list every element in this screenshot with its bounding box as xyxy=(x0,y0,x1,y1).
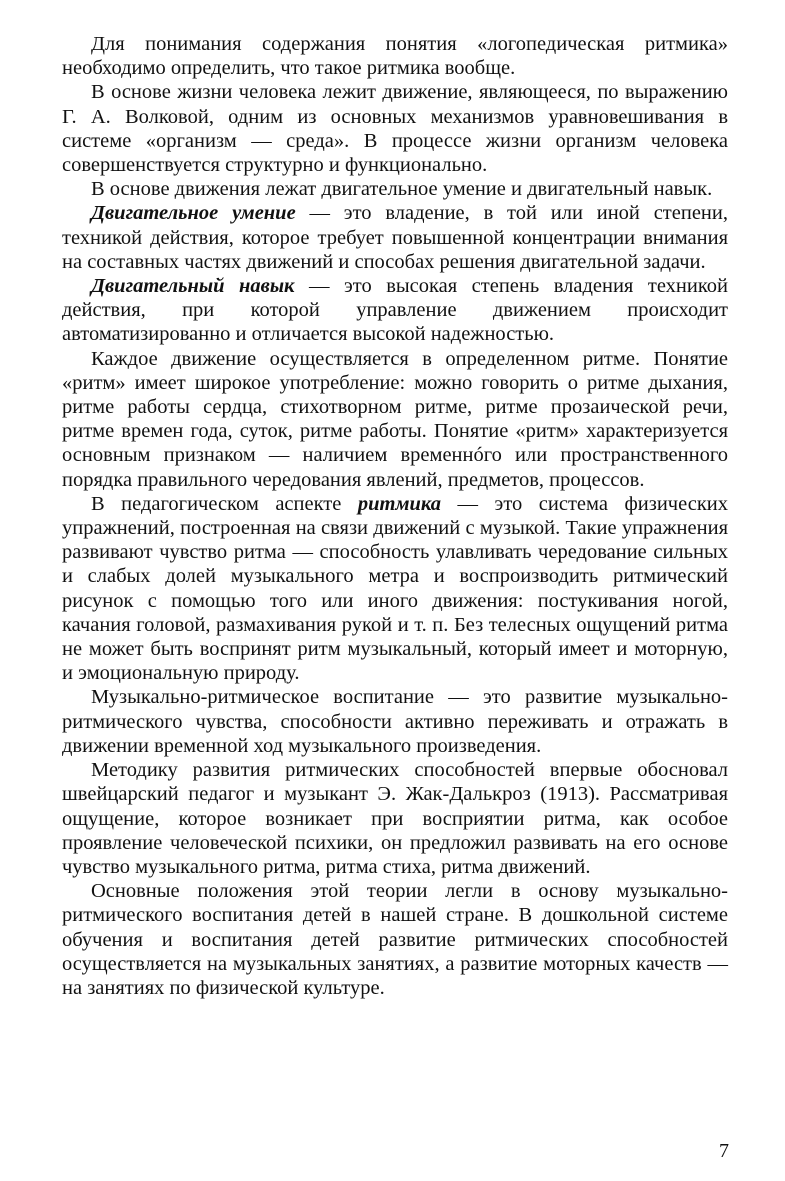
paragraph-music-rhythmic-education xyxy=(62,685,728,758)
paragraph-movement-basis xyxy=(62,80,728,177)
term-motor-ability: Двигательное умение xyxy=(91,202,296,225)
paragraph-text: Музыкально-ритмическое воспитание — это развитие музыкально-ритмического чувства, способности активно переживать и отражать в движении временной ход музыкального произведения. xyxy=(62,686,728,757)
paragraph-text-after: — это владение, в той или иной степени, техникой действия, которое требует повышенной концентрации внимания на составных частях движений и способах решения двигательной задачи. xyxy=(62,202,728,273)
page-number: 7 xyxy=(719,1140,729,1162)
paragraph-jaques-dalcroze xyxy=(62,758,728,879)
term-rhythmics: ритмика xyxy=(357,492,442,515)
paragraph-text: Методику развития ритмических способностей впервые обосновал швейцарский педагог и музыкант Э. Жак-Далькроз (1913). Рассматривая ощущение, которое возникает при восприятии ритма, как особое проявление человеческой психики, он предложил развивать на его основе чувство музыкального ритма, ритма стиха, ритма движений. xyxy=(62,759,728,878)
paragraph-theory-basis xyxy=(62,879,728,1000)
paragraph-motor-skill-definition xyxy=(62,274,728,347)
paragraph-pedagogical-rhythmics xyxy=(62,492,728,686)
paragraph-text: В основе движения лежат двигательное умение и двигательный навык. xyxy=(91,178,713,201)
paragraph-text: Для понимания содержания понятия «логопедическая ритмика» необходимо определить, что такое ритмика вообще. xyxy=(62,33,728,80)
paragraph-motor-ability-definition xyxy=(62,201,728,274)
page-body xyxy=(62,32,728,1000)
paragraph-skills-basis xyxy=(62,177,728,201)
term-motor-skill: Двигательный навык xyxy=(91,275,295,298)
paragraph-text-after: — это система физических упражнений, построенная на связи движений с музыкой. Такие упражнения развивают чувство ритма — способность улавливать чередование сильных и слабых долей музыкального метра и воспроизводить ритмический рисунок с помощью того или иного движения: постукивания ногой, качания головой, размахивания рукой и т. п. Без телесных ощущений ритма не может быть воспринят ритм музыкальный, который имеет и моторную, и эмоциональную природу. xyxy=(62,492,729,685)
paragraph-text: В основе жизни человека лежит движение, являющееся, по выражению Г. А. Волковой, одним из основных механизмов уравновешивания в системе «организм — среда». В процессе жизни организм человека совершенствуется структурно и функционально. xyxy=(62,81,728,177)
paragraph-text: В педагогическом аспекте xyxy=(91,492,358,515)
paragraph-text: Каждое движение осуществляется в определенном ритме. Понятие «ритм» имеет широкое употребление: можно говорить о ритме дыхания, ритме работы сердца, стихотворном ритме, ритме прозаической речи, ритме времен года, суток, ритме работы. Понятие «ритм» характеризуется основным признаком — наличием временнóго или пространственного порядка правильного чередования явлений, предметов, процессов. xyxy=(62,347,728,491)
paragraph-text-after: — это высокая степень владения техникой действия, при которой управление движением происходит автоматизированно и отличается высокой надежностью. xyxy=(62,275,728,346)
paragraph-rhythm-concept xyxy=(62,347,728,492)
paragraph-text: Основные положения этой теории легли в основу музыкально-ритмического воспитания детей в нашей стране. В дошкольной системе обучения и воспитания детей развитие ритмических способностей осуществляется на музыкальных занятиях, а развитие моторных качеств — на занятиях по физической культуре. xyxy=(62,880,728,999)
paragraph-rhythmics-intro xyxy=(62,32,728,80)
